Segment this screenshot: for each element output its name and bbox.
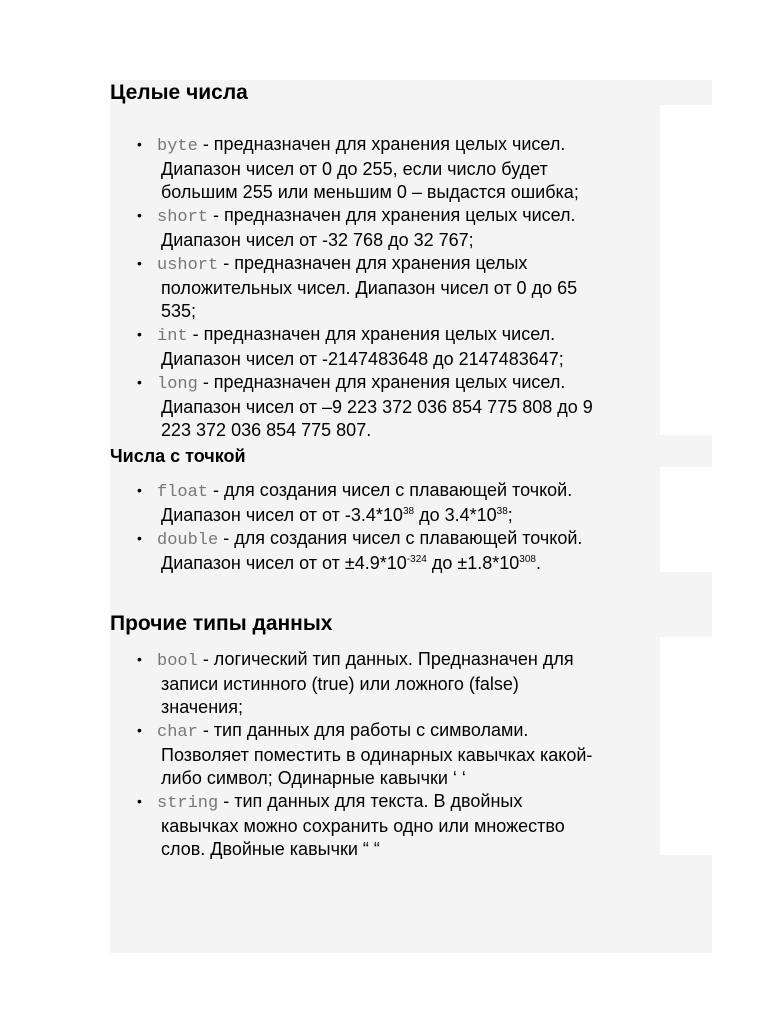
- bullet-icon: •: [137, 326, 142, 342]
- exponent: -324: [406, 554, 427, 565]
- list-item-text: 223 372 036 854 775 807.: [161, 420, 372, 440]
- list-item: [110, 371, 677, 442]
- page-background-bottom: [110, 855, 712, 953]
- list-item-text: - предназначен для хранения целых: [218, 253, 528, 273]
- list-item-text: Диапазон чисел от -2147483648 до 2147483647;: [161, 349, 564, 369]
- exponent: 38: [496, 506, 508, 517]
- type-name: int: [157, 327, 188, 346]
- bullet-icon: •: [137, 255, 142, 271]
- list-item-text: значения;: [161, 697, 243, 717]
- list-item: [110, 323, 677, 371]
- exponent: 38: [402, 506, 415, 517]
- range-text: [161, 504, 677, 527]
- list-item: [110, 204, 677, 252]
- type-name: float: [157, 483, 209, 502]
- range-text: [161, 552, 677, 575]
- list-item-text: - предназначен для хранения целых чисел.: [197, 134, 566, 154]
- list-item: [110, 252, 677, 323]
- type-name: bool: [157, 652, 198, 671]
- type-name: short: [157, 208, 209, 227]
- type-name: double: [157, 531, 219, 550]
- list-item-text: кавычках можно сохранить одно или множество: [161, 816, 565, 836]
- section-title-floats: Числа с точкой: [110, 446, 246, 466]
- type-name: char: [157, 723, 198, 742]
- integer-types-list: [110, 133, 677, 442]
- list-item-text: либо символ; Одинарные кавычки ‘ ‘: [161, 768, 466, 788]
- bullet-icon: •: [137, 482, 142, 498]
- type-name: long: [157, 375, 198, 394]
- range-mid: до 3.4*10: [414, 505, 497, 525]
- list-item: [110, 133, 677, 204]
- list-item-text: записи истинного (true) или ложного (false): [161, 674, 519, 694]
- list-item-text: - предназначен для хранения целых чисел.: [187, 324, 556, 344]
- list-item-text: - предназначен для хранения целых чисел.: [197, 372, 566, 392]
- list-item: [110, 719, 677, 790]
- list-item-text: 535;: [161, 301, 197, 321]
- list-item-text: - тип данных для работы с символами.: [197, 720, 529, 740]
- bullet-icon: •: [137, 207, 142, 223]
- list-item: [110, 648, 677, 719]
- list-item-text: - логический тип данных. Предназначен для: [197, 649, 574, 669]
- section-title-integers: Целые числа: [110, 81, 248, 104]
- section-floats: [110, 444, 246, 468]
- list-item-text: Позволяет поместить в одинарных кавычках какой-: [161, 745, 593, 765]
- list-item-text: Диапазон чисел от -32 768 до 32 767;: [161, 230, 474, 250]
- list-item-text: Диапазон чисел от 0 до 255, если число будет: [161, 159, 548, 179]
- type-name: byte: [157, 137, 198, 156]
- list-item: [110, 790, 677, 861]
- bullet-icon: •: [137, 722, 142, 738]
- type-name: string: [157, 794, 219, 813]
- bullet-icon: •: [137, 136, 142, 152]
- list-item-text: большим 255 или меньшим 0 – выдастся ошибка;: [161, 182, 579, 202]
- exponent: 308: [519, 554, 536, 565]
- range-post: ;: [507, 505, 513, 525]
- bullet-icon: •: [137, 530, 142, 546]
- bullet-icon: •: [137, 374, 142, 390]
- list-item-text: слов. Двойные кавычки “ “: [161, 839, 380, 859]
- list-item: [110, 479, 677, 527]
- range-pre: Диапазон чисел от от ±4.9*10: [161, 553, 407, 573]
- list-item-text: - тип данных для текста. В двойных: [218, 791, 523, 811]
- list-item-text: - предназначен для хранения целых чисел.: [208, 205, 576, 225]
- list-item-text: - для создания чисел с плавающей точкой.: [208, 480, 573, 500]
- section-other: [110, 611, 332, 637]
- range-mid: до ±1.8*10: [426, 553, 520, 573]
- float-types-list: [110, 479, 677, 575]
- range-pre: Диапазон чисел от от -3.4*10: [161, 505, 403, 525]
- range-post: .: [535, 553, 541, 573]
- type-name: ushort: [157, 256, 219, 275]
- list-item-text: положительных чисел. Диапазон чисел от 0 до 65: [161, 278, 578, 298]
- bullet-icon: •: [137, 651, 142, 667]
- bullet-icon: •: [137, 793, 142, 809]
- other-types-list: [110, 648, 677, 861]
- list-item-text: - для создания чисел с плавающей точкой.: [218, 528, 583, 548]
- list-item: [110, 527, 677, 575]
- section-integers: [110, 80, 248, 106]
- section-title-other: Прочие типы данных: [110, 612, 333, 635]
- list-item-text: Диапазон чисел от –9 223 372 036 854 775 808 до 9: [161, 397, 593, 417]
